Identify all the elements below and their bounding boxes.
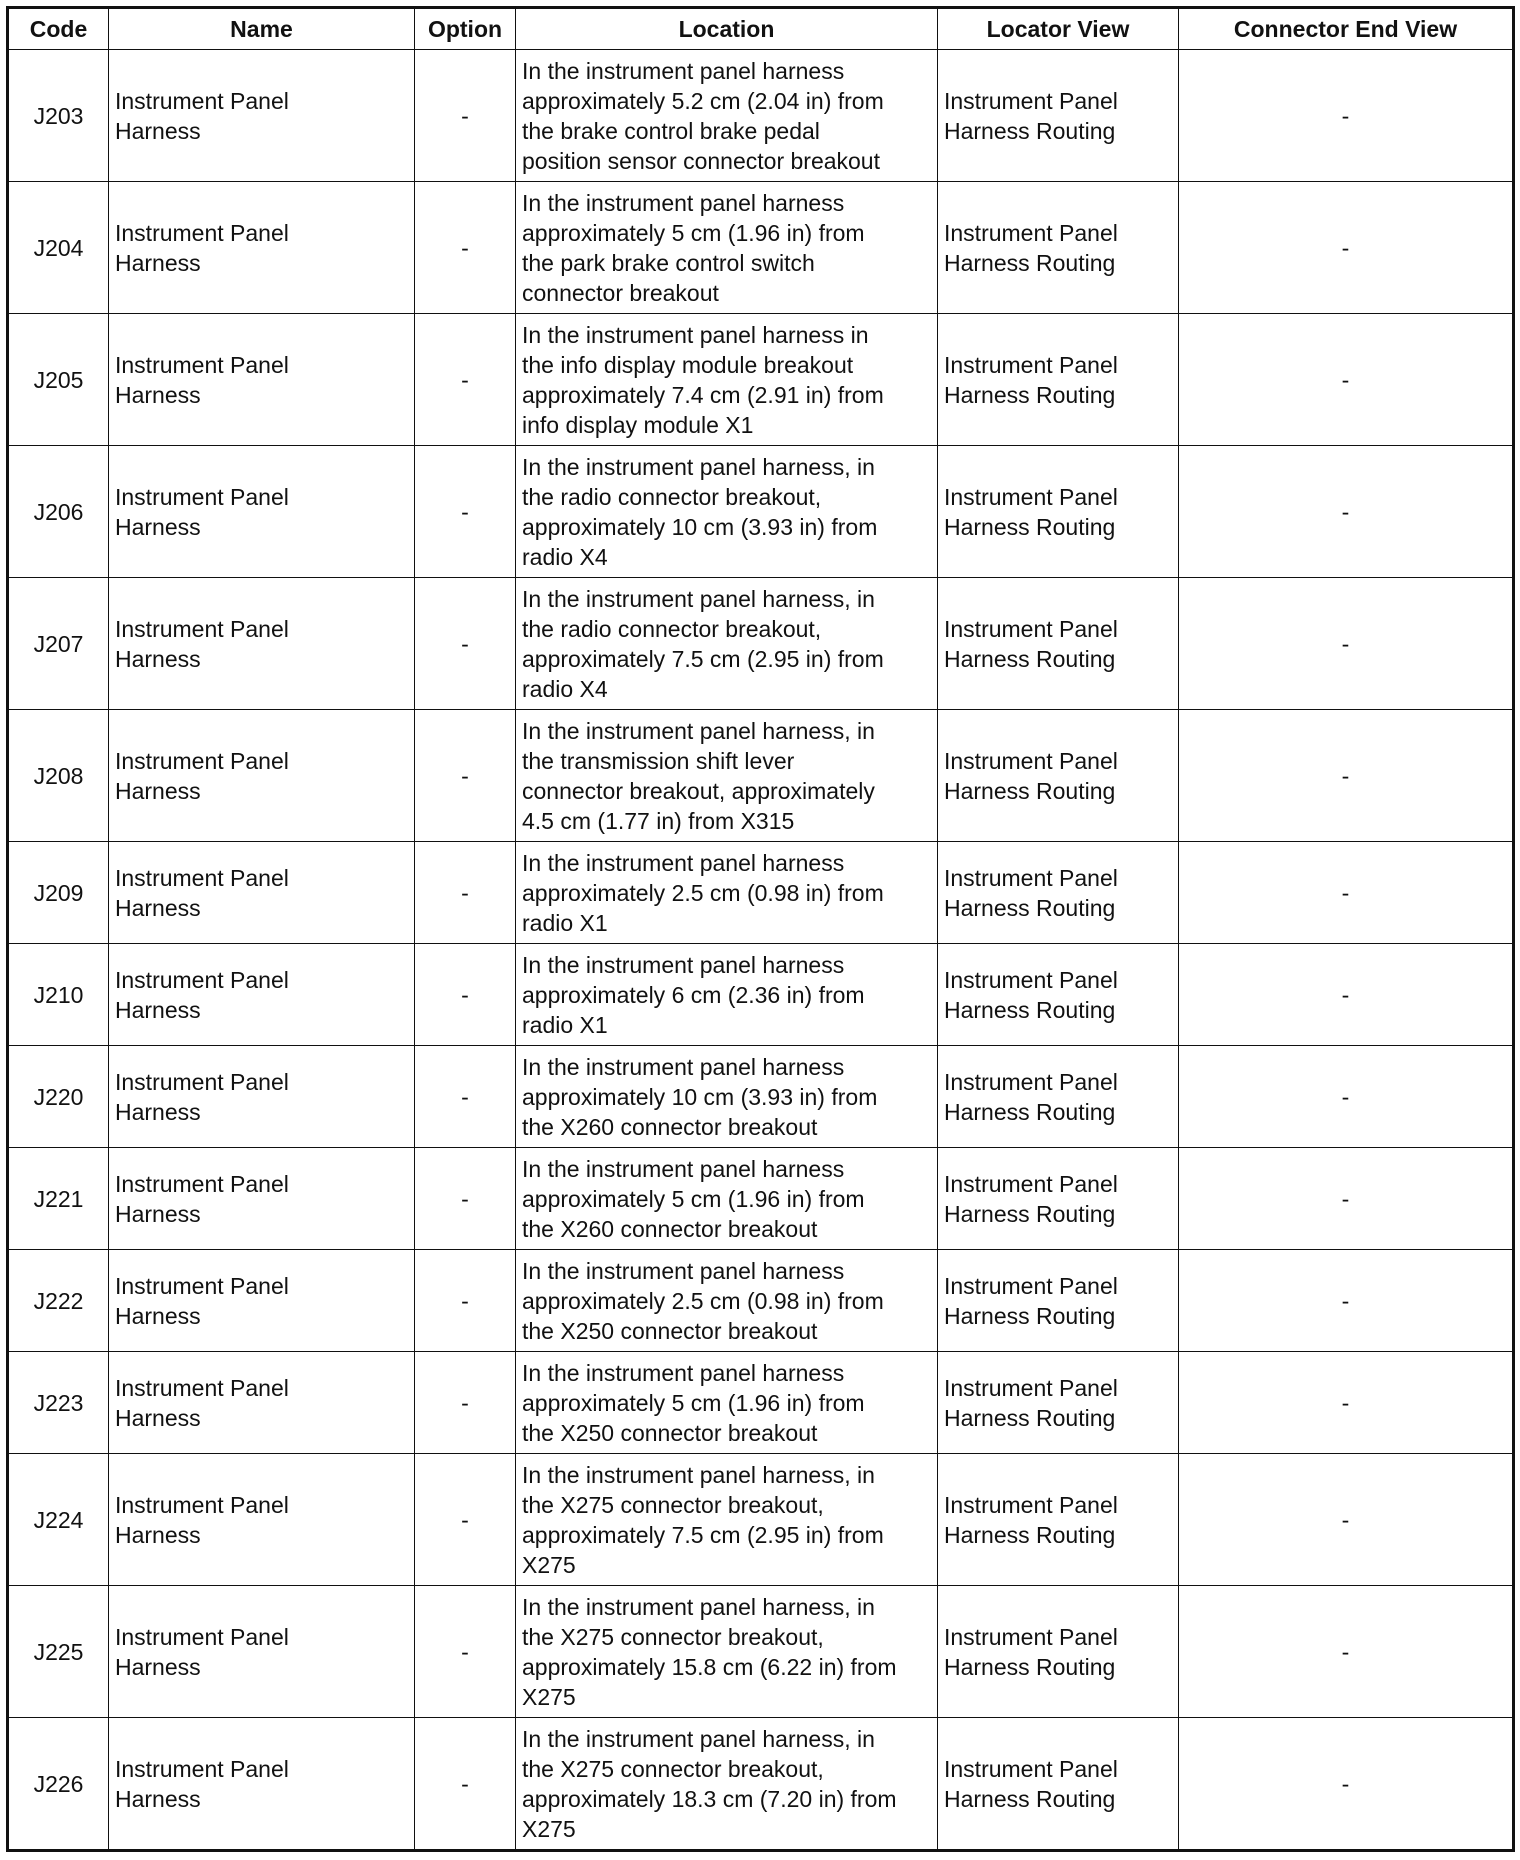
cell-code: J207 xyxy=(8,578,109,710)
cell-location: In the instrument panel harness, in the X275 connector breakout, approximately 7.5 cm (2.95 in) from X275 xyxy=(516,1454,938,1586)
header-location: Location xyxy=(516,8,938,50)
cell-name: Instrument Panel Harness xyxy=(109,710,415,842)
cell-code: J206 xyxy=(8,446,109,578)
cell-locator-view: Instrument Panel Harness Routing xyxy=(938,842,1179,944)
cell-connector-end-view: - xyxy=(1179,710,1514,842)
cell-location: In the instrument panel harness, in the X275 connector breakout, approximately 15.8 cm (6.22 in) from X275 xyxy=(516,1586,938,1718)
table-row xyxy=(8,944,1514,1046)
table-row xyxy=(8,314,1514,446)
cell-name: Instrument Panel Harness xyxy=(109,1250,415,1352)
cell-code: J208 xyxy=(8,710,109,842)
table-body xyxy=(8,50,1514,1851)
cell-code: J203 xyxy=(8,50,109,182)
cell-connector-end-view: - xyxy=(1179,1586,1514,1718)
cell-locator-view: Instrument Panel Harness Routing xyxy=(938,446,1179,578)
cell-code: J221 xyxy=(8,1148,109,1250)
cell-name: Instrument Panel Harness xyxy=(109,182,415,314)
cell-location: In the instrument panel harness approximately 5 cm (1.96 in) from the X250 connector breakout xyxy=(516,1352,938,1454)
cell-code: J222 xyxy=(8,1250,109,1352)
cell-code: J223 xyxy=(8,1352,109,1454)
cell-connector-end-view: - xyxy=(1179,1148,1514,1250)
cell-option: - xyxy=(415,182,516,314)
cell-name: Instrument Panel Harness xyxy=(109,1148,415,1250)
cell-name: Instrument Panel Harness xyxy=(109,1352,415,1454)
cell-location: In the instrument panel harness, in the radio connector breakout, approximately 7.5 cm (2.95 in) from radio X4 xyxy=(516,578,938,710)
cell-locator-view: Instrument Panel Harness Routing xyxy=(938,1454,1179,1586)
header-option: Option xyxy=(415,8,516,50)
cell-locator-view: Instrument Panel Harness Routing xyxy=(938,1148,1179,1250)
cell-name: Instrument Panel Harness xyxy=(109,578,415,710)
header-connector-end-view: Connector End View xyxy=(1179,8,1514,50)
cell-option: - xyxy=(415,1586,516,1718)
cell-option: - xyxy=(415,1454,516,1586)
cell-locator-view: Instrument Panel Harness Routing xyxy=(938,710,1179,842)
table-row xyxy=(8,50,1514,182)
cell-connector-end-view: - xyxy=(1179,50,1514,182)
cell-connector-end-view: - xyxy=(1179,1454,1514,1586)
cell-connector-end-view: - xyxy=(1179,446,1514,578)
cell-name: Instrument Panel Harness xyxy=(109,1454,415,1586)
header-code: Code xyxy=(8,8,109,50)
cell-code: J210 xyxy=(8,944,109,1046)
table-row xyxy=(8,578,1514,710)
cell-locator-view: Instrument Panel Harness Routing xyxy=(938,944,1179,1046)
cell-connector-end-view: - xyxy=(1179,944,1514,1046)
cell-option: - xyxy=(415,1718,516,1851)
cell-locator-view: Instrument Panel Harness Routing xyxy=(938,314,1179,446)
cell-location: In the instrument panel harness approximately 2.5 cm (0.98 in) from the X250 connector breakout xyxy=(516,1250,938,1352)
cell-name: Instrument Panel Harness xyxy=(109,1586,415,1718)
table-row xyxy=(8,446,1514,578)
cell-name: Instrument Panel Harness xyxy=(109,1718,415,1851)
cell-option: - xyxy=(415,1250,516,1352)
cell-connector-end-view: - xyxy=(1179,1718,1514,1851)
cell-locator-view: Instrument Panel Harness Routing xyxy=(938,1046,1179,1148)
cell-code: J224 xyxy=(8,1454,109,1586)
cell-name: Instrument Panel Harness xyxy=(109,314,415,446)
cell-location: In the instrument panel harness, in the X275 connector breakout, approximately 18.3 cm (7.20 in) from X275 xyxy=(516,1718,938,1851)
cell-location: In the instrument panel harness in the info display module breakout approximately 7.4 cm (2.91 in) from info display module X1 xyxy=(516,314,938,446)
cell-option: - xyxy=(415,314,516,446)
cell-option: - xyxy=(415,842,516,944)
header-locator-view: Locator View xyxy=(938,8,1179,50)
cell-name: Instrument Panel Harness xyxy=(109,1046,415,1148)
cell-code: J205 xyxy=(8,314,109,446)
cell-location: In the instrument panel harness approximately 6 cm (2.36 in) from radio X1 xyxy=(516,944,938,1046)
cell-option: - xyxy=(415,944,516,1046)
cell-location: In the instrument panel harness, in the transmission shift lever connector breakout, approximately 4.5 cm (1.77 in) from X315 xyxy=(516,710,938,842)
cell-name: Instrument Panel Harness xyxy=(109,446,415,578)
cell-option: - xyxy=(415,50,516,182)
table-row xyxy=(8,1586,1514,1718)
cell-locator-view: Instrument Panel Harness Routing xyxy=(938,1586,1179,1718)
cell-locator-view: Instrument Panel Harness Routing xyxy=(938,1718,1179,1851)
cell-location: In the instrument panel harness approximately 5.2 cm (2.04 in) from the brake control brake pedal position sensor connector breakout xyxy=(516,50,938,182)
table-row xyxy=(8,1148,1514,1250)
table-row xyxy=(8,1250,1514,1352)
cell-code: J220 xyxy=(8,1046,109,1148)
cell-connector-end-view: - xyxy=(1179,842,1514,944)
cell-locator-view: Instrument Panel Harness Routing xyxy=(938,1352,1179,1454)
cell-option: - xyxy=(415,1046,516,1148)
cell-code: J225 xyxy=(8,1586,109,1718)
cell-name: Instrument Panel Harness xyxy=(109,50,415,182)
cell-code: J204 xyxy=(8,182,109,314)
cell-location: In the instrument panel harness approximately 2.5 cm (0.98 in) from radio X1 xyxy=(516,842,938,944)
table-row xyxy=(8,1454,1514,1586)
cell-code: J209 xyxy=(8,842,109,944)
cell-option: - xyxy=(415,578,516,710)
table-row xyxy=(8,1352,1514,1454)
table-header-row xyxy=(8,8,1514,50)
cell-connector-end-view: - xyxy=(1179,1352,1514,1454)
table-row xyxy=(8,1046,1514,1148)
cell-name: Instrument Panel Harness xyxy=(109,944,415,1046)
cell-connector-end-view: - xyxy=(1179,578,1514,710)
cell-connector-end-view: - xyxy=(1179,314,1514,446)
cell-option: - xyxy=(415,1148,516,1250)
cell-location: In the instrument panel harness approximately 10 cm (3.93 in) from the X260 connector breakout xyxy=(516,1046,938,1148)
cell-location: In the instrument panel harness, in the radio connector breakout, approximately 10 cm (3.93 in) from radio X4 xyxy=(516,446,938,578)
table-row xyxy=(8,1718,1514,1851)
cell-option: - xyxy=(415,1352,516,1454)
cell-connector-end-view: - xyxy=(1179,1250,1514,1352)
table-row xyxy=(8,182,1514,314)
cell-option: - xyxy=(415,710,516,842)
cell-locator-view: Instrument Panel Harness Routing xyxy=(938,578,1179,710)
cell-location: In the instrument panel harness approximately 5 cm (1.96 in) from the X260 connector breakout xyxy=(516,1148,938,1250)
table-row xyxy=(8,842,1514,944)
cell-option: - xyxy=(415,446,516,578)
splice-pack-table xyxy=(6,6,1515,1852)
cell-locator-view: Instrument Panel Harness Routing xyxy=(938,182,1179,314)
cell-locator-view: Instrument Panel Harness Routing xyxy=(938,50,1179,182)
cell-code: J226 xyxy=(8,1718,109,1851)
cell-name: Instrument Panel Harness xyxy=(109,842,415,944)
cell-locator-view: Instrument Panel Harness Routing xyxy=(938,1250,1179,1352)
cell-connector-end-view: - xyxy=(1179,182,1514,314)
cell-connector-end-view: - xyxy=(1179,1046,1514,1148)
table-row xyxy=(8,710,1514,842)
header-name: Name xyxy=(109,8,415,50)
cell-location: In the instrument panel harness approximately 5 cm (1.96 in) from the park brake control switch connector breakout xyxy=(516,182,938,314)
